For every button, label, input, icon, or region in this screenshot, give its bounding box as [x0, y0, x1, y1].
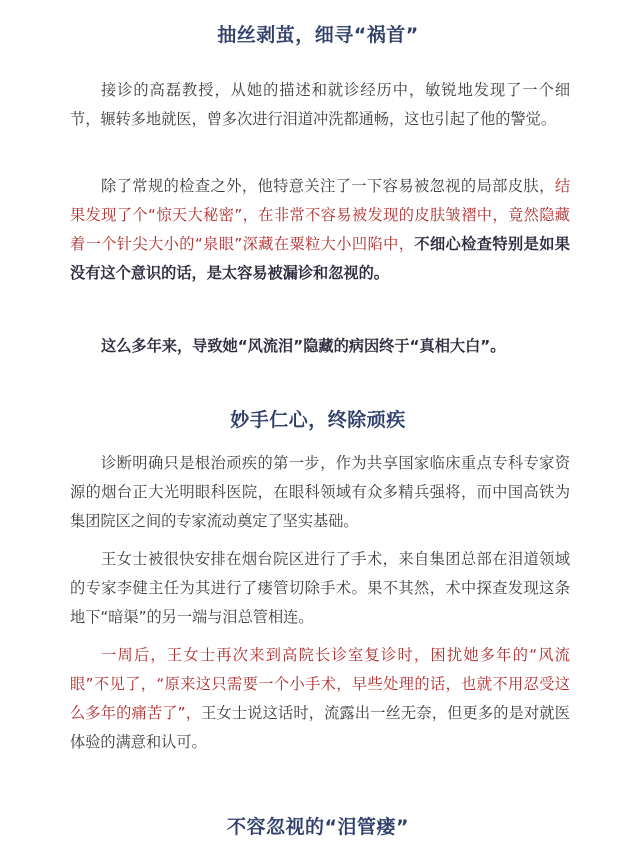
- paragraph-1-2: [70, 172, 570, 288]
- text-run: 诊断明确只是根治顽疾的第一步，作为共享国家临床重点专科专家资源的烟台正大光明眼科医院，在眼科领域有众多精兵强将，而中国高铁为集团院区之间的专家流动奠定了坚实基础。: [70, 454, 570, 530]
- emphasis-text-bold: 这么多年来，导致她“风流泪”隐藏的病因终于“真相大白”。: [101, 337, 506, 355]
- text-run: 王女士说这话时，流露出一丝无奈，但更多的是对就医体验的满意和认可。: [70, 704, 570, 751]
- text-run: 王女士被很快安排在烟台院区进行了手术，来自集团总部在泪道领域的专家李健主任为其进行了瘘管切除手术。果不其然，术中探查发现这条地下“暗渠”的另一端与泪总管相连。: [70, 550, 570, 626]
- paragraph-1-3: [70, 332, 570, 361]
- paragraph-2-1: [70, 449, 570, 536]
- paragraph-2-2: [70, 545, 570, 632]
- paragraph-2-3: [70, 641, 570, 757]
- section-title-3: 不容忽视的“泪管瘘”: [227, 816, 409, 838]
- highlight-text-red: 结果发现了个“惊天大秘密”，在非常不容易被发现的皮肤皱褶中，竟然隐藏着一个针尖大小的“泉眼”深藏在粟粒大小凹陷中，: [70, 177, 570, 253]
- text-run: 接诊的高磊教授，从她的描述和就诊经历中，敏锐地发现了一个细节，辗转多地就医，曾多次进行泪道冲洗都通畅，这也引起了他的警觉。: [70, 81, 570, 128]
- section-title-2: 妙手仁心，终除顽疾: [230, 409, 406, 431]
- emphasis-text-bold: 不细心检查特别是如果没有这个意识的话，是太容易被漏诊和忽视的。: [70, 235, 570, 282]
- paragraph-1-1: [70, 76, 570, 134]
- text-run: 除了常规的检查之外，他特意关注了一下容易被忽视的局部皮肤，: [101, 177, 555, 195]
- section-title-1: 抽丝剥茧，细寻“祸首”: [217, 24, 419, 46]
- highlight-text-red: 一周后，王女士再次来到高院长诊室复诊时，困扰她多年的“风流眼”不见了，“原来这只需要一个小手术，早些处理的话，也就不用忍受这么多年的痛苦了”，: [70, 646, 570, 722]
